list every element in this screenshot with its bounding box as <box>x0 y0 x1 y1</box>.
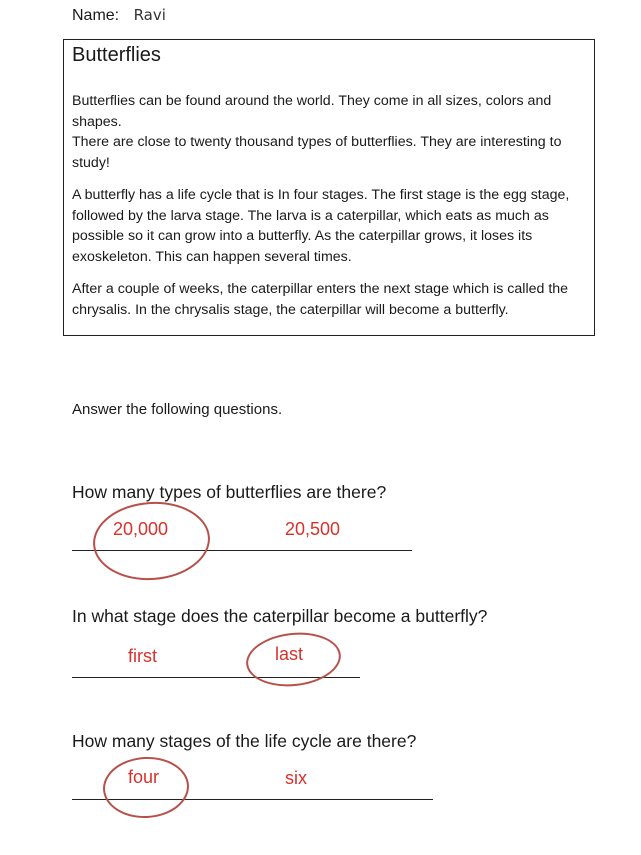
question-3: How many stages of the life cycle are there? <box>72 731 417 751</box>
q3-choice-four[interactable]: four <box>128 767 160 787</box>
q3-choice-six[interactable]: six <box>285 768 307 788</box>
reading-passage-box <box>63 39 595 336</box>
q2-choice-first[interactable]: first <box>128 646 157 666</box>
question-1: How many types of butterflies are there? <box>72 482 387 502</box>
q1-choice-20000[interactable]: 20,000 <box>113 519 169 539</box>
passage-paragraph-2: A butterfly has a life cycle that is In four stages. The first stage is the egg stage, followed by the larva stage. The larva is a caterpillar, which eats as much as possible so it can grow into a butterfly. As the caterpillar grows, it loses its exoskeleton. This can happen several times. <box>72 187 570 265</box>
passage-title: Butterflies <box>72 44 161 66</box>
passage-paragraph-3: After a couple of weeks, the caterpillar enters the next stage which is called the chrysalis. In the chrysalis stage, the caterpillar will become a butterfly. <box>72 281 569 318</box>
name-label: Name: <box>72 7 120 24</box>
passage-paragraph-1: Butterflies can be found around the world. They come in all sizes, colors and shapes. There are close to twenty thousand types of butterflies. They are interesting to study! <box>72 93 562 171</box>
q2-circle-mark <box>243 628 343 691</box>
q3-circle-mark <box>101 755 190 820</box>
question-2: In what stage does the caterpillar become a butterfly? <box>72 606 488 626</box>
student-name: Ravi <box>133 6 166 24</box>
instructions: Answer the following questions. <box>72 401 283 418</box>
name-line <box>72 6 166 25</box>
q2-choice-last[interactable]: last <box>275 644 304 664</box>
q1-circle-mark <box>90 498 212 584</box>
q1-choice-20500[interactable]: 20,500 <box>285 519 341 539</box>
